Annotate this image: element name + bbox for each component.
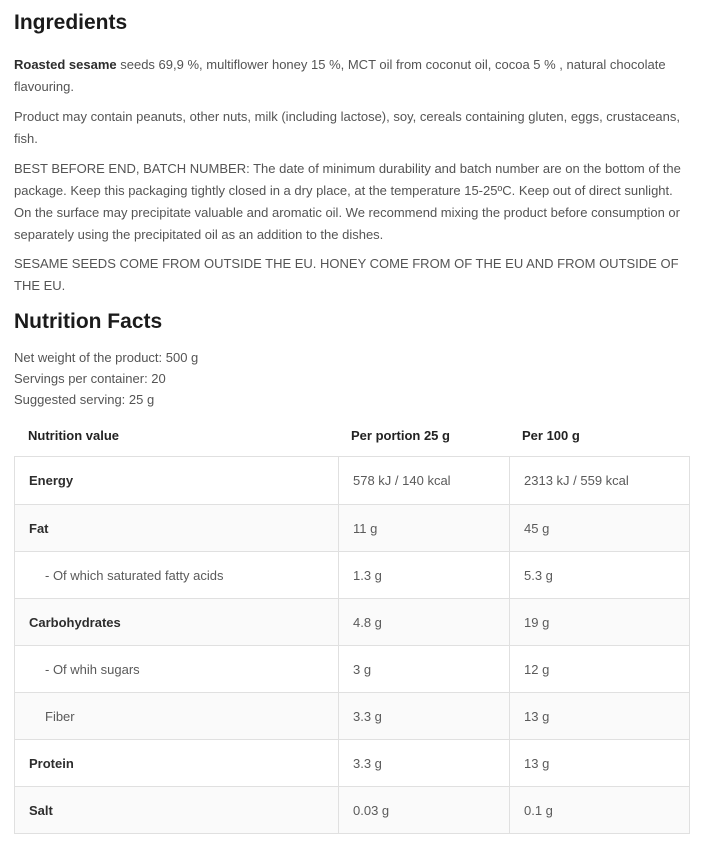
- nutrition-title: Nutrition Facts: [14, 310, 163, 333]
- composition-text: seeds 69,9 %, multiflower honey 15 %, MCT oil from coconut oil, cocoa 5 % , natural chocolate flavouring.: [14, 57, 666, 94]
- ingredients-section: [14, 0, 690, 297]
- table-row-energy: [15, 457, 689, 504]
- table-row-carbohydrates: [15, 598, 689, 645]
- row-per-100: 13 g: [509, 693, 691, 739]
- row-per-100: 13 g: [509, 740, 691, 786]
- table-row-sugars: [15, 645, 689, 692]
- row-per-100: 19 g: [509, 599, 691, 645]
- table-row-fat: [15, 504, 689, 551]
- nutrition-table-body: [14, 456, 690, 834]
- row-per-portion: 0.03 g: [338, 787, 509, 833]
- allergens-paragraph: Product may contain peanuts, other nuts, milk (including lactose), soy, cereals containing gluten, eggs, crustaceans, fish.: [14, 109, 681, 146]
- row-label: - Of which saturated fatty acids: [45, 567, 224, 583]
- servings-line: Servings per container: 20: [14, 371, 166, 386]
- header-per-portion: Per portion 25 g: [351, 428, 450, 443]
- row-per-100: 5.3 g: [509, 552, 691, 598]
- row-per-portion: 4.8 g: [338, 599, 509, 645]
- row-per-portion: 1.3 g: [338, 552, 509, 598]
- header-per-100: Per 100 g: [522, 428, 580, 443]
- storage-paragraph: BEST BEFORE END, BATCH NUMBER: The date of minimum durability and batch number are on the bottom of the package. Keep this packaging tightly closed in a dry place, at the temperature 15-25ºC. Keep out of direct sunlight. On the surface may precipitate valuable and aromatic oil. We recommend mixing the product before consumption or separately using the precipitated oil as an addition to the dishes.: [14, 161, 681, 242]
- row-label: Fiber: [45, 708, 75, 724]
- row-per-portion: 11 g: [338, 505, 509, 551]
- table-row-salt: [15, 786, 689, 833]
- origin-paragraph: SESAME SEEDS COME FROM OUTSIDE THE EU. HONEY COME FROM OF THE EU AND FROM OUTSIDE OF THE EU.: [14, 256, 679, 293]
- table-row-saturated-fat: [15, 551, 689, 598]
- composition-lead: Roasted sesame: [14, 57, 117, 72]
- composition-paragraph: [14, 54, 690, 98]
- row-label: Protein: [29, 755, 74, 771]
- row-per-100: 45 g: [509, 505, 691, 551]
- nutrition-section: [14, 311, 690, 834]
- header-nutrition-value: Nutrition value: [28, 428, 120, 443]
- row-per-portion: 3 g: [338, 646, 509, 692]
- ingredients-title: Ingredients: [14, 11, 128, 34]
- row-per-portion: 3.3 g: [338, 740, 509, 786]
- suggested-serving-line: Suggested serving: 25 g: [14, 392, 155, 407]
- net-weight-line: Net weight of the product: 500 g: [14, 350, 199, 365]
- row-per-100: 2313 kJ / 559 kcal: [509, 457, 691, 504]
- nutrition-table-header: [14, 428, 690, 456]
- row-label: Carbohydrates: [29, 614, 121, 630]
- table-row-fiber: [15, 692, 689, 739]
- serving-info: [14, 347, 690, 410]
- row-per-100: 12 g: [509, 646, 691, 692]
- row-label: Fat: [29, 520, 49, 536]
- row-label: - Of whih sugars: [45, 661, 140, 677]
- row-label: Energy: [29, 473, 74, 488]
- row-per-portion: 578 kJ / 140 kcal: [338, 457, 509, 504]
- nutrition-table: [14, 428, 690, 834]
- row-per-portion: 3.3 g: [338, 693, 509, 739]
- row-per-100: 0.1 g: [509, 787, 691, 833]
- row-label: Salt: [29, 802, 53, 818]
